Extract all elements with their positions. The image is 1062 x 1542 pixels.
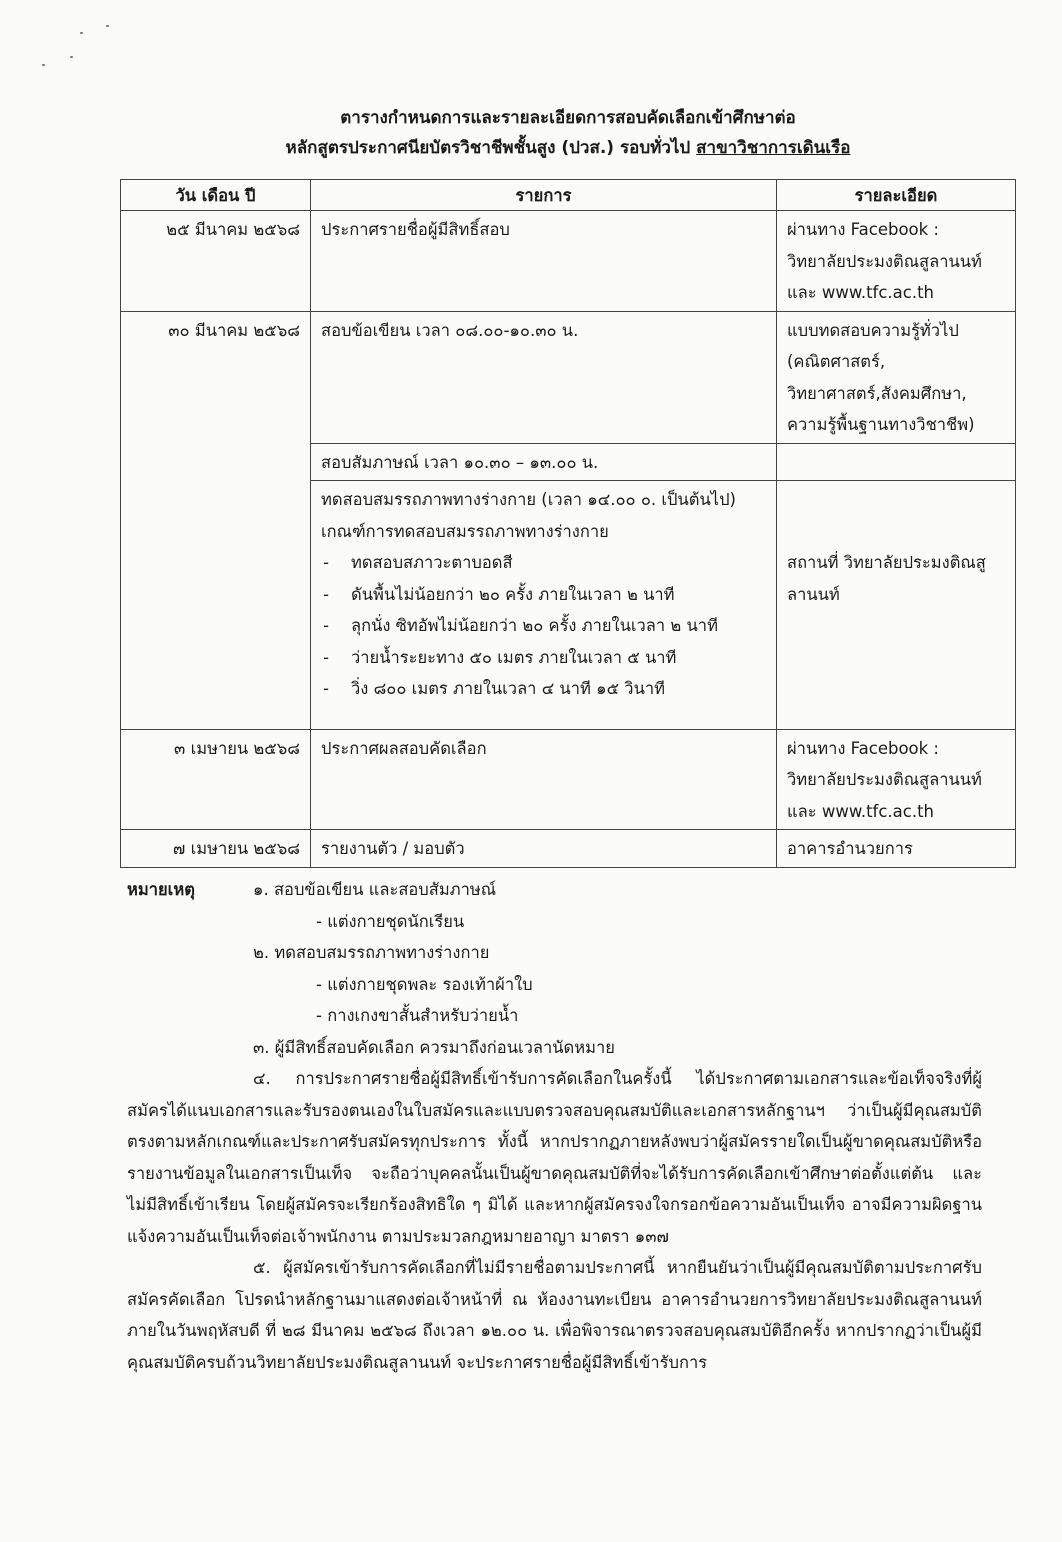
fitness-test-title: ทดสอบสมรรถภาพทางร่างกาย (เวลา ๑๔.๐๐ ๐. เป็นต้นไป) bbox=[321, 490, 736, 509]
table-row bbox=[121, 211, 1016, 312]
row-item: ประกาศผลสอบคัดเลือก bbox=[311, 729, 777, 830]
scan-specks bbox=[30, 20, 90, 70]
notes-label: หมายเหตุ bbox=[127, 880, 195, 899]
note-2: ๒. ทดสอบสมรรถภาพทางร่างกาย bbox=[253, 943, 490, 962]
row-detail bbox=[777, 443, 1016, 481]
row-date: ๓ เมษายน ๒๕๖๘ bbox=[121, 729, 311, 830]
detail-line: วิทยาลัยประมงติณสูลานนท์ bbox=[787, 770, 982, 789]
title-major: สาขาวิชาการเดินเรือ bbox=[696, 138, 851, 158]
row-date: ๓๐ มีนาคม ๒๕๖๘ bbox=[121, 311, 311, 729]
header-date: วัน เดือน ปี bbox=[121, 180, 311, 211]
list-item: - ทดสอบสภาวะตาบอดสี bbox=[321, 547, 766, 579]
fitness-test-list bbox=[321, 547, 766, 705]
note-1-sub: - แต่งกายชุดนักเรียน bbox=[316, 911, 465, 931]
list-item: - ว่ายน้ำระยะทาง ๕๐ เมตร ภายในเวลา ๕ นาที bbox=[321, 642, 766, 674]
row-item bbox=[311, 481, 777, 730]
row-detail bbox=[777, 481, 1016, 730]
detail-line: แบบทดสอบความรู้ทั่วไป bbox=[787, 320, 959, 340]
note-2-sub: - แต่งกายชุดพละ รองเท้าผ้าใบ bbox=[316, 974, 533, 994]
row-item: สอบข้อเขียน เวลา ๐๘.๐๐-๑๐.๓๐ น. bbox=[311, 311, 777, 443]
header-detail: รายละเอียด bbox=[777, 180, 1016, 211]
document-title-line2 bbox=[120, 136, 1016, 160]
row-item: รายงานตัว / มอบตัว bbox=[311, 830, 777, 868]
note-1: ๑. สอบข้อเขียน และสอบสัมภาษณ์ bbox=[253, 880, 497, 899]
row-item: สอบสัมภาษณ์ เวลา ๑๐.๓๐ – ๑๓.๐๐ น. bbox=[311, 443, 777, 481]
detail-line: (คณิตศาสตร์, bbox=[787, 352, 886, 371]
table-row bbox=[121, 729, 1016, 830]
row-date: ๒๕ มีนาคม ๒๕๖๘ bbox=[121, 211, 311, 312]
detail-line: ลานนท์ bbox=[787, 584, 840, 604]
detail-line: ผ่านทาง Facebook : bbox=[787, 738, 939, 758]
table-header-row bbox=[121, 180, 1016, 211]
note-2-sub: - กางเกงขาสั้นสำหรับว่ายน้ำ bbox=[316, 1006, 519, 1025]
row-detail bbox=[777, 311, 1016, 443]
notes-section bbox=[127, 874, 982, 1378]
row-date: ๗ เมษายน ๒๕๖๘ bbox=[121, 830, 311, 868]
detail-line: สถานที่ วิทยาลัยประมงติณสู bbox=[787, 553, 986, 572]
detail-line: วิทยาศาสตร์,สังคมศึกษา, bbox=[787, 383, 967, 403]
fitness-criteria-title: เกณฑ์การทดสอบสมรรถภาพทางร่างกาย bbox=[321, 521, 609, 541]
note-3: ๓. ผู้มีสิทธิ์สอบคัดเลือก ควรมาถึงก่อนเวลานัดหมาย bbox=[253, 1037, 615, 1057]
detail-line: วิทยาลัยประมงติณสูลานนท์ bbox=[787, 251, 982, 271]
list-item: - ดันพื้นไม่น้อยกว่า ๒๐ ครั้ง ภายในเวลา ๒ นาที bbox=[321, 579, 766, 611]
detail-line: และ www.tfc.ac.th bbox=[787, 801, 935, 821]
document-title-line1: ตารางกำหนดการและรายละเอียดการสอบคัดเลือกเข้าศึกษาต่อ bbox=[340, 108, 796, 128]
header-item: รายการ bbox=[311, 180, 777, 211]
detail-line: ความรู้พื้นฐานทางวิชาชีพ) bbox=[787, 415, 975, 434]
list-item: - วิ่ง ๘๐๐ เมตร ภายในเวลา ๔ นาที ๑๕ วินาที bbox=[321, 673, 766, 705]
row-item: ประกาศรายชื่อผู้มีสิทธิ์สอบ bbox=[311, 211, 777, 312]
note-4: ๔. การประกาศรายชื่อผู้มีสิทธิ์เข้ารับการคัดเลือกในครั้งนี้ ได้ประกาศตามเอกสารและข้อเท็จจริงที่ผู้สมัครได้แนบเอกสารและรับรองตนเองในใบสมัครและแบบตรวจสอบคุณสมบัติและเอกสารหลักฐานฯ ว่าเป็นผู้มีคุณสมบัติตรงตามหลักเกณฑ์และประกาศรับสมัครทุกประการ ทั้งนี้ หากปรากฏภายหลังพบว่าผู้สมัครรายใดเป็นผู้ขาดคุณสมบัติหรือรายงานข้อมูลในเอกสารเป็นเท็จ จะถือว่าบุคคลนั้นเป็นผู้ขาดคุณสมบัติที่จะได้รับการคัดเลือกเข้าศึกษาต่อตั้งแต่ต้น และไม่มีสิทธิ์เข้าเรียน โดยผู้สมัครจะเรียกร้องสิทธิใด ๆ มิได้ และหากผู้สมัครจงใจกรอกข้อความอันเป็นเท็จ อาจมีความผิดฐานแจ้งความอันเป็นเท็จต่อเจ้าพนักงาน ตามประมวลกฎหมายอาญา มาตรา ๑๓๗ bbox=[127, 1069, 982, 1246]
detail-line: ผ่านทาง Facebook : bbox=[787, 220, 939, 239]
note-5: ๕. ผู้สมัครเข้ารับการคัดเลือกที่ไม่มีรายชื่อตามประกาศนี้ หากยืนยันว่าเป็นผู้มีคุณสมบัติตามประกาศรับสมัครคัดเลือก โปรดนำหลักฐานมาแสดงต่อเจ้าหน้าที่ ณ ห้องงานทะเบียน อาคารอำนวยการวิทยาลัยประมงติณสูลานนท์ ภายในวันพฤหัสบดี ที่ ๒๘ มีนาคม ๒๕๖๘ ถึงเวลา ๑๒.๐๐ น. เพื่อพิจารณาตรวจสอบคุณสมบัติอีกครั้ง หากปรากฏว่าเป็นผู้มีคุณสมบัติครบถ้วนวิทยาลัยประมงติณสูลานนท์ จะประกาศรายชื่อผู้มีสิทธิ์เข้ารับการ bbox=[127, 1258, 982, 1372]
schedule-table bbox=[120, 179, 1016, 868]
detail-line: และ www.tfc.ac.th bbox=[787, 283, 935, 302]
table-row bbox=[121, 311, 1016, 443]
row-detail: อาคารอำนวยการ bbox=[777, 830, 1016, 868]
list-item: - ลุกนั่ง ซิทอัพไม่น้อยกว่า ๒๐ ครั้ง ภายในเวลา ๒ นาที bbox=[321, 610, 766, 642]
row-detail bbox=[777, 729, 1016, 830]
row-detail bbox=[777, 211, 1016, 312]
title-program: หลักสูตรประกาศนียบัตรวิชาชีพชั้นสูง (ปวส.) รอบทั่วไป bbox=[285, 138, 691, 158]
table-row bbox=[121, 830, 1016, 868]
